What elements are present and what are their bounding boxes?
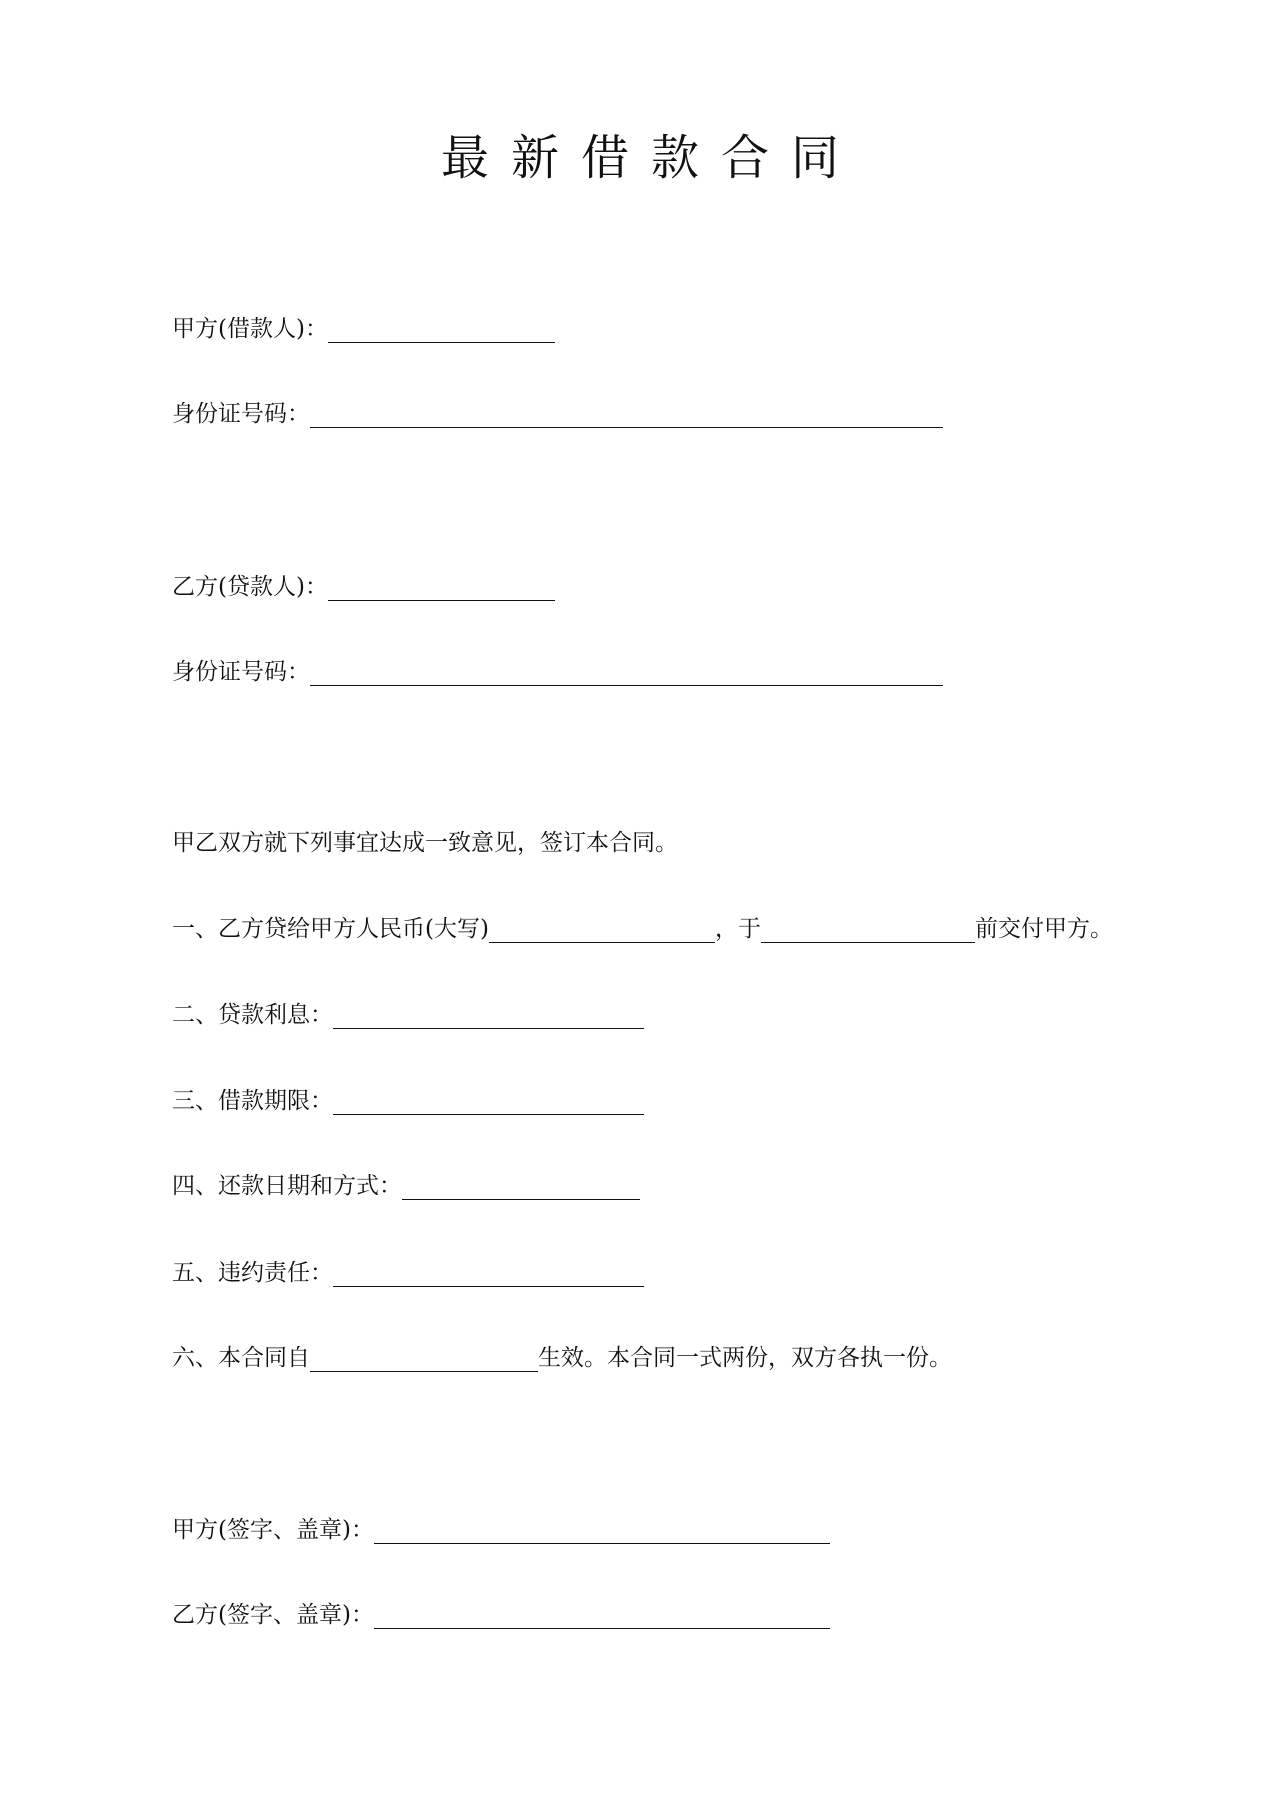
sign-b-row — [172, 1599, 830, 1631]
clause-1-row — [172, 913, 1113, 945]
clause-1-text-b: ，于 — [714, 916, 761, 942]
party-b-row — [172, 571, 555, 603]
loan-amount-field[interactable] — [489, 914, 715, 943]
clause-6-row — [172, 1342, 952, 1374]
clause-2-row — [172, 999, 644, 1031]
intro-text: 甲乙双方就下列事宜达成一致意见，签订本合同。 — [172, 830, 678, 856]
clause-2-label: 二、贷款利息： — [172, 1002, 333, 1028]
party-a-id-label: 身份证号码： — [172, 401, 310, 427]
repayment-field[interactable] — [402, 1171, 640, 1200]
party-a-id-row — [172, 398, 943, 430]
party-a-id-field[interactable] — [310, 399, 943, 428]
intro-row — [172, 827, 678, 859]
clause-5-row — [172, 1257, 644, 1289]
clause-3-row — [172, 1085, 644, 1117]
party-a-label: 甲方(借款人)： — [172, 316, 328, 342]
delivery-date-field[interactable] — [761, 914, 975, 943]
party-b-name-field[interactable] — [328, 572, 555, 601]
effective-date-field[interactable] — [310, 1343, 538, 1372]
sign-a-field[interactable] — [374, 1515, 830, 1544]
clause-4-label: 四、还款日期和方式： — [172, 1173, 402, 1199]
clause-1-text-c: 前交付甲方。 — [974, 916, 1113, 942]
clause-1-text-a: 一、乙方贷给甲方人民币(大写) — [172, 916, 489, 942]
party-a-row — [172, 313, 555, 345]
sign-a-row — [172, 1514, 830, 1546]
sign-b-label: 乙方(签字、盖章)： — [172, 1602, 374, 1628]
clause-6-text-a: 六、本合同自 — [172, 1345, 310, 1371]
sign-b-field[interactable] — [374, 1600, 830, 1629]
clause-6-text-b: 生效。本合同一式两份，双方各执一份。 — [538, 1345, 952, 1371]
liability-field[interactable] — [333, 1258, 644, 1287]
sign-a-label: 甲方(签字、盖章)： — [172, 1517, 374, 1543]
clause-3-label: 三、借款期限： — [172, 1088, 333, 1114]
party-b-label: 乙方(贷款人)： — [172, 574, 328, 600]
party-b-id-row — [172, 656, 943, 688]
interest-field[interactable] — [333, 1000, 644, 1029]
party-b-id-label: 身份证号码： — [172, 659, 310, 685]
clause-4-row — [172, 1170, 640, 1202]
loan-term-field[interactable] — [333, 1086, 644, 1115]
document-title: 最新借款合同 — [440, 130, 861, 186]
party-b-id-field[interactable] — [310, 657, 943, 686]
clause-5-label: 五、违约责任： — [172, 1260, 333, 1286]
party-a-name-field[interactable] — [328, 314, 555, 343]
